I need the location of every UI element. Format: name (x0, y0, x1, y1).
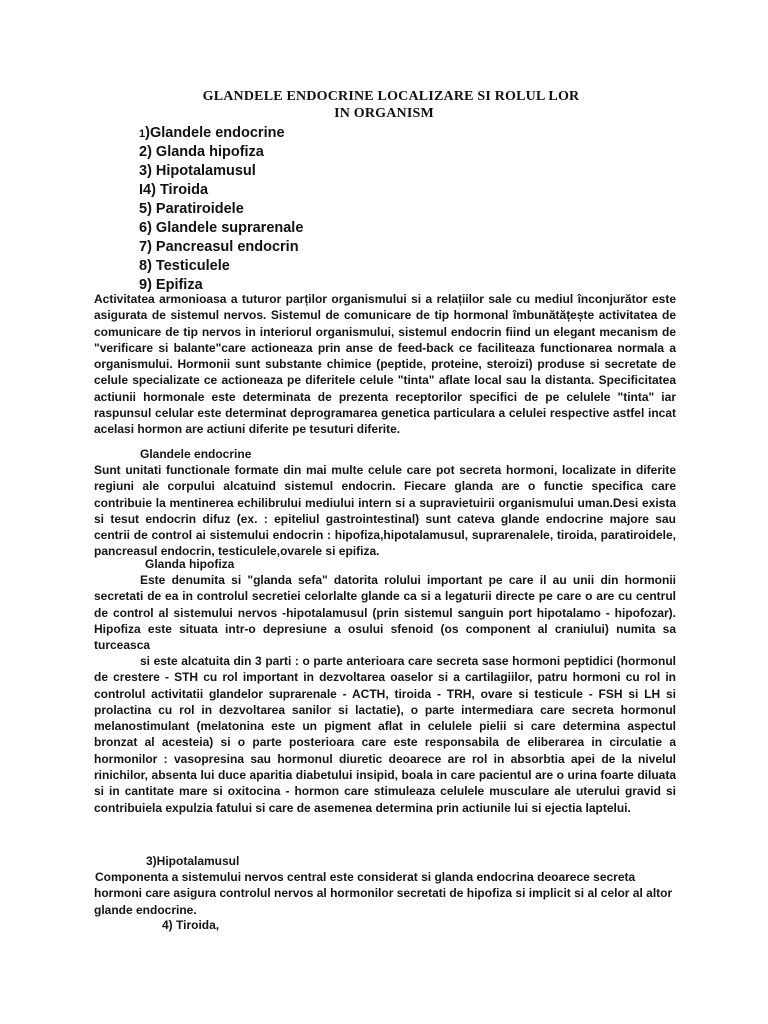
section-heading-hypothalamus: 3)Hipotalamusul (146, 854, 240, 868)
toc-item: 9) Epifiza (139, 277, 203, 293)
toc-item (139, 124, 303, 143)
table-of-contents (139, 124, 303, 295)
pituitary-paragraph-2 (94, 653, 676, 816)
intro-paragraph: Activitatea armonioasa a tuturor parților organismului si a relațiilor sale cu mediul înconjurător este asigurata de sistemul nervos. Sistemul de comunicare de tip hormonal îmbunătățește activitatea de comunicare de tip nervos in interiorul organismului, sistemul endocrin fiind un elegant mecanism de "verificare si balante"care actioneaza prin anse de feed-back ce faciliteaza functionarea normala a organismului. Hormonii sunt substante chimice (peptide, proteine, steroizi) produse si secretate de celule specializate ce actioneaza pe diferitele celule "tinta" aflate local sau la distanta. Specificitatea actiunii hormonale este determinata de prezenta receptorilor specifici de pe celulele "tinta" iar raspunsul celular este determinat deprogramarea genetica particulara a celulei respective astfel incat acelasi hormon are actiuni diferite pe tesuturi diferite. (94, 292, 676, 437)
document-title-line2: IN ORGANISM (334, 106, 434, 121)
toc-item: 5) Paratiroidele (139, 201, 244, 217)
section-heading-thyroid: 4) Tiroida, (162, 918, 220, 932)
toc-item-number: 1 (139, 128, 146, 140)
toc-item: 6) Glandele suprarenale (139, 220, 304, 236)
toc-item-text: )Glandele endocrine (145, 125, 285, 141)
toc-item: 2) Glanda hipofiza (139, 144, 264, 160)
toc-item: 8) Testiculele (139, 258, 230, 274)
pituitary-paragraph-2-text: si este alcatuita din 3 parti : o parte anterioara care secreta sase hormoni peptidici (hormonul de crestere - STH cu rol important in dezvoltarea oaselor si a cartilagiilor, patru hormoni cu rol in controlul activitatii glandelor suprarenale - ACTH, tiroida - TRH, ovare si testicule - FSH si LH si prolactina cu rol in dezvoltarea sanilor si lactatie), o parte intermediara care secreta hormonul melanostimulant (melatonina este un pigment aflat in celulele pielii si care determina aspectul bronzat al acesteia) si o parte posterioara care este responsabila de eliberarea in circulatie a hormonilor : vasopresina sau hormonul diuretic deoarece are rol in absorbtia apei de la nivelul rinichilor, absenta lui duce aparitia diabetului insipid, boala in care pacientul are o urina foarte diluata si in cantitate mare si oxitocina - hormon care stimuleaza celulele musculare ale uterului gravid si contribuiela expulzia fatului si care de asemenea determina prin actiunile lui si ejectia laptelui. (94, 654, 676, 815)
document-title-line1: GLANDELE ENDOCRINE LOCALIZARE SI ROLUL LOR (202, 89, 580, 104)
endocrine-glands-paragraph: Sunt unitati functionale formate din mai multe celule care pot secreta hormoni, localizate in diferite regiuni ale corpului alcatuind sistemul endocrin. Fiecare glanda are o functie specifica care contribuie la mentinerea echilibrului mediului intern si a supravietuirii organismului uman.Desi exista si tesut endocrin difuz (ex. : epiteliul gastrointestinal) sunt cateva glande endocrine majore sau centrii de control ai sistemului endocrin : hipofiza,hipotalamusul, suprarenalele, tiroida, paratiroidele, pancreasul endocrin, testiculele,ovarele si epifiza. (94, 463, 676, 559)
toc-item: 3) Hipotalamusul (139, 163, 256, 179)
section-heading-pituitary: Glanda hipofiza (145, 557, 235, 571)
toc-item: 7) Pancreasul endocrin (139, 239, 299, 255)
pituitary-paragraph-1 (94, 572, 676, 653)
hypothalamus-paragraph: Componenta a sistemului nervos central este considerat si glanda endocrina deoarece secreta hormoni care asigura controlul nervos al hormonilor secretati de hipofiza si implicit si al celor al altor glande endocrine. (94, 870, 673, 917)
section-heading-endocrine-glands: Glandele endocrine (140, 447, 252, 461)
pituitary-paragraph-1-text: Este denumita si "glanda sefa" datorita rolului important pe care il au unii din hormonii secretati de ea in controlul secretiei celorlalte glande ca si a legaturii directe pe care o are cu centrul de control al sistemului nervos -hipotalamusul (prin sistemul sanguin port hipotalamo - hipofozar). Hipofiza este situata intr-o depresiune a osului sfenoid (os component al craniului) numita sa turceasca (94, 573, 676, 653)
toc-item: I4) Tiroida (139, 182, 209, 198)
